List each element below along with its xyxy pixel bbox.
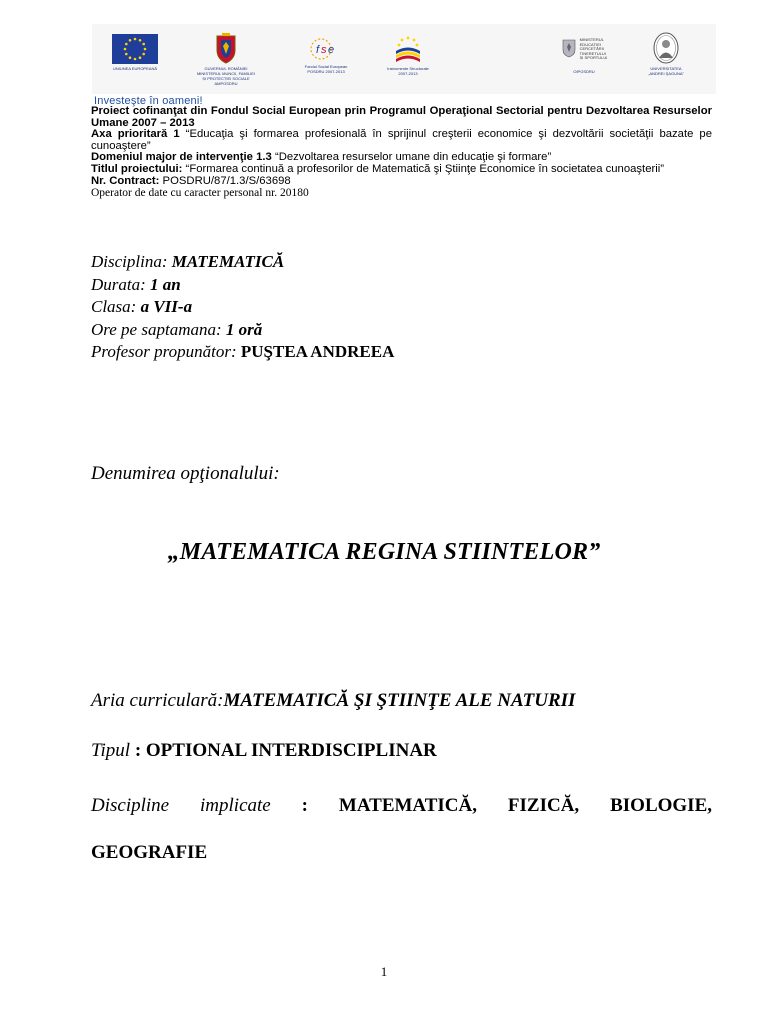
profesor-label: Profesor propunător: bbox=[91, 342, 241, 361]
project-text: Proiect cofinanţat din Fondul Social European prin Programul Operaţional Sectorial pentru Dezvoltarea Resurselor Umane 2007 – 2013 bbox=[91, 105, 712, 129]
discipline-value: : MATEMATICĂ, FIZICĂ, BIOLOGIE, bbox=[301, 795, 712, 816]
ore-line bbox=[91, 319, 394, 342]
course-info bbox=[91, 251, 394, 364]
logo-banner bbox=[92, 24, 716, 94]
university-logo bbox=[640, 32, 692, 76]
tipul-label: Tipul bbox=[91, 740, 135, 761]
axa-label: Axa prioritară 1 bbox=[91, 128, 180, 141]
aria-line bbox=[91, 690, 712, 712]
clasa-line bbox=[91, 296, 394, 319]
discipline-label: Discipline implicate bbox=[91, 795, 302, 816]
clasa-value: a VII-a bbox=[140, 297, 193, 316]
aria-value: MATEMATICĂ ŞI ŞTIINŢE ALE NATURII bbox=[223, 690, 576, 711]
svg-text:e: e bbox=[328, 44, 335, 56]
project-header bbox=[91, 106, 712, 200]
disciplina-line bbox=[91, 251, 394, 274]
aria-label: Aria curriculară: bbox=[91, 690, 224, 711]
fse-logo-icon bbox=[308, 36, 344, 62]
tipul-value: : OPTIONAL INTERDISCIPLINAR bbox=[134, 740, 437, 761]
structural-instruments-logo bbox=[378, 34, 438, 76]
logo-caption: UNIVERSITATEA „ANDREI ŞAGUNA” bbox=[648, 66, 684, 76]
ministry-logo bbox=[548, 36, 620, 74]
ministry-education-icon bbox=[561, 38, 577, 58]
svg-text:s: s bbox=[321, 44, 327, 56]
durata-value: 1 an bbox=[150, 274, 181, 294]
disciplina-label: Disciplina: bbox=[91, 252, 172, 271]
logo-caption: Instrumente Structurale 2007-2013 bbox=[387, 66, 429, 76]
project-description bbox=[91, 106, 712, 129]
structural-instruments-icon bbox=[390, 34, 426, 64]
page-number: 1 bbox=[380, 964, 388, 979]
discipline-value-2: GEOGRAFIE bbox=[91, 842, 208, 863]
titlu-label: Titlul proiectului: bbox=[91, 162, 183, 175]
denumire-label: Denumirea opţionalului: bbox=[91, 463, 280, 484]
eu-flag-icon bbox=[112, 34, 158, 64]
ore-value: 1 oră bbox=[225, 319, 263, 339]
profesor-value: PUŞTEA ANDREEA bbox=[240, 342, 395, 361]
operator-line: Operator de date cu caracter personal nr. 20180 bbox=[91, 187, 309, 200]
fse-logo bbox=[294, 36, 358, 74]
contract-label: Nr. Contract: bbox=[91, 174, 160, 187]
government-logo bbox=[194, 32, 258, 86]
axa-line bbox=[91, 129, 712, 152]
ministry-text: MINISTERUL EDUCAȚIEI CERCETĂRII TINERETULUI ȘI SPORTULUI bbox=[579, 37, 608, 61]
durata-label: Durata: bbox=[91, 274, 151, 294]
tipul-line bbox=[91, 740, 712, 762]
optional-title: „MATEMATICA REGINA STIINTELOR” bbox=[167, 539, 601, 565]
discipline-line-2 bbox=[91, 842, 712, 864]
axa-text: “Educaţia şi formarea profesională în sprijinul creşterii economice şi dezvoltării societăţii bazate pe cunoaştere” bbox=[91, 128, 712, 152]
contract-text: POSDRU/87/1.3/S/63698 bbox=[159, 174, 291, 187]
romania-coat-of-arms-icon bbox=[213, 32, 239, 64]
svg-text:f: f bbox=[316, 44, 320, 56]
disciplina-value: MATEMATICĂ bbox=[171, 252, 285, 271]
titlu-text: “Formarea continuă a profesorilor de Matematică şi Ştiinţe Economice în societatea cunoaşterii” bbox=[182, 162, 665, 175]
logo-caption: GUVERNUL ROMÂNIEI MINISTERUL MUNCII, FAMILIEI ȘI PROTECȚIEI SOCIALE AMPOSDRU bbox=[196, 66, 256, 86]
logo-caption: UNIUNEA EUROPEANĂ bbox=[112, 66, 157, 71]
logo-caption: OIPOSDRU bbox=[573, 68, 595, 74]
clasa-label: Clasa: bbox=[91, 297, 141, 316]
contract-line bbox=[91, 176, 712, 188]
ore-label: Ore pe saptamana: bbox=[91, 319, 226, 339]
slogan: Investeşte în oameni! bbox=[94, 95, 203, 107]
domeniu-text: “Dezvoltarea resurselor umane din educaţie şi formare” bbox=[271, 151, 552, 164]
university-saguna-icon bbox=[653, 32, 679, 64]
domeniu-label: Domeniul major de intervenţie 1.3 bbox=[91, 151, 272, 164]
logo-caption: Fondul Social European POSDRU 2007-2013 bbox=[304, 64, 348, 74]
profesor-line bbox=[91, 341, 394, 364]
eu-logo bbox=[110, 34, 160, 71]
discipline-line bbox=[91, 795, 712, 817]
durata-line bbox=[91, 274, 394, 297]
